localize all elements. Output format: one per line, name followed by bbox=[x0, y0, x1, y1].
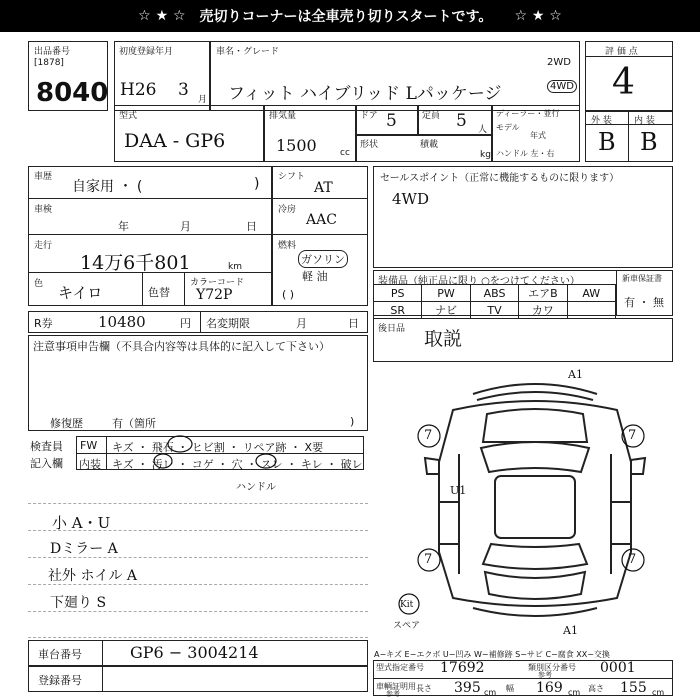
name-label: 車名・グレード bbox=[216, 47, 280, 57]
tyre-mark-rr: 7 bbox=[628, 552, 637, 567]
fuel-label: 燃料 bbox=[278, 241, 297, 251]
shaken-month-unit: 月 bbox=[180, 220, 191, 233]
equip-ps: PS bbox=[374, 285, 422, 302]
model-label: 型式 bbox=[119, 111, 138, 121]
equip-tv: TV bbox=[470, 302, 519, 319]
warranty-value: 有 ・ 無 bbox=[624, 296, 664, 309]
shaken-label: 車検 bbox=[34, 205, 53, 215]
reg-month: 3 bbox=[178, 80, 189, 100]
banner-stars-right: ☆ ★ ☆ bbox=[514, 8, 562, 24]
inspector-fw-label: FW bbox=[80, 439, 98, 452]
inspector-handle-note: ハンドル bbox=[236, 482, 276, 493]
disp-label: 排気量 bbox=[269, 111, 297, 121]
equip-abs: ABS bbox=[470, 285, 519, 302]
equip-aw: AW bbox=[567, 285, 615, 302]
docs-value: 取説 bbox=[424, 328, 463, 350]
drive-4wd: 4WD bbox=[547, 80, 577, 93]
equip-navi: ナビ bbox=[422, 302, 470, 319]
wid-unit: cm bbox=[568, 688, 581, 697]
len-label: 長さ bbox=[416, 684, 432, 693]
tyre-mark-fl: 7 bbox=[424, 428, 433, 443]
shift-label: シフト bbox=[278, 172, 306, 182]
model-value: DAA - GP6 bbox=[124, 130, 226, 152]
recycle-value: 10480 bbox=[98, 313, 146, 331]
inspector-int-text: キズ ・ 汚レ ・ コゲ ・ 穴 ・ スレ ・ キレ ・ 破レ bbox=[112, 458, 363, 471]
fuel-paren: ( ) bbox=[282, 288, 295, 301]
type-cert-value: 17692 bbox=[440, 660, 485, 676]
equip-sr: SR bbox=[374, 302, 422, 319]
cap-value: 5 bbox=[456, 111, 467, 131]
mileage-value: 14万6千801 bbox=[80, 252, 191, 274]
reg-year: H26 bbox=[120, 80, 157, 100]
damage-legend: A−キズ E−エクボ U−凹み W−補修跡 S−サビ C−腐食 XX−交換 bbox=[374, 650, 610, 659]
disp-value: 1500 bbox=[276, 136, 317, 155]
hgt-label: 高さ bbox=[588, 684, 604, 693]
disp-unit: cc bbox=[340, 148, 350, 158]
len-unit: cm bbox=[484, 688, 497, 697]
hgt-value: 155 bbox=[620, 680, 647, 696]
inspector-circles bbox=[150, 432, 300, 472]
chassis-value: GP6 − 3004214 bbox=[130, 643, 259, 662]
hgt-unit: cm bbox=[652, 688, 665, 697]
banner-text: 売切りコーナーは全車売り切りスタートです。 bbox=[199, 9, 493, 25]
spare-kit-label: Kit bbox=[400, 600, 414, 610]
tyre-mark-rl: 7 bbox=[424, 552, 433, 567]
class-value: 0001 bbox=[600, 660, 636, 676]
note-1: 小 A・U bbox=[52, 514, 111, 532]
fuel-gas: ガソリン bbox=[298, 250, 348, 268]
equip-leather: カワ bbox=[519, 302, 567, 319]
shift-value: AT bbox=[314, 180, 333, 196]
chassis-label: 車台番号 bbox=[38, 648, 82, 661]
warranty-label: 新車保証書 bbox=[622, 274, 662, 283]
vin-label: 車輌証明用 bbox=[376, 682, 416, 691]
shaken-year-unit: 年 bbox=[118, 220, 129, 233]
selling-value: 4WD bbox=[392, 190, 429, 208]
recycle-box bbox=[28, 311, 368, 333]
equip-airbag: エアB bbox=[519, 285, 567, 302]
selling-label: セールスポイント（正常に機能するものに限ります） bbox=[380, 173, 620, 184]
len-value: 395 bbox=[454, 680, 481, 696]
color-code-label: カラーコード bbox=[190, 278, 245, 288]
banner-stars-left: ☆ ★ ☆ bbox=[138, 8, 186, 24]
car-diagram bbox=[395, 362, 675, 637]
score-label: 評 価 点 bbox=[605, 47, 638, 57]
deadline-day: 日 bbox=[348, 317, 359, 330]
reg-month-unit: 月 bbox=[198, 95, 208, 105]
lot-number: 8040 bbox=[36, 78, 109, 108]
model-year-label: モデル bbox=[496, 123, 520, 132]
int-value: B bbox=[640, 128, 658, 156]
ref-label-2: 参考 bbox=[386, 690, 400, 698]
door-value: 5 bbox=[386, 111, 397, 131]
ac-value: AAC bbox=[306, 212, 337, 228]
spare-label: スペア bbox=[393, 621, 421, 631]
mileage-label: 走行 bbox=[34, 241, 53, 251]
equip-pw: PW bbox=[422, 285, 470, 302]
shape-label: 形状 bbox=[360, 140, 379, 150]
repair-value: 有（箇所 bbox=[112, 417, 156, 430]
color-label: 色 bbox=[34, 279, 44, 289]
equipment-grid bbox=[373, 284, 616, 319]
diagram-a1-top: A1 bbox=[568, 368, 583, 381]
tyre-mark-fr: 7 bbox=[628, 428, 637, 443]
type-cert-label: 型式指定番号 bbox=[376, 663, 424, 672]
repair-label: 修復歴 bbox=[50, 417, 83, 430]
int-label: 内 装 bbox=[634, 116, 655, 126]
notes-label: 注意事項申告欄（不具合内容等は具体的に記入して下さい） bbox=[33, 340, 330, 353]
ext-label: 外 装 bbox=[591, 116, 612, 126]
docs-label: 後日品 bbox=[378, 324, 406, 334]
note-3: 社外 ホイル A bbox=[48, 568, 138, 584]
docs-box bbox=[373, 318, 673, 362]
mileage-unit: km bbox=[228, 262, 242, 272]
inspector-fw-text: キズ ・ 飛石 ・ ヒビ割 ・ リペア跡 ・ X要 bbox=[112, 441, 324, 454]
lot-sub: [1878] bbox=[34, 58, 64, 68]
recycle-unit: 円 bbox=[180, 317, 191, 330]
top-banner bbox=[0, 0, 700, 32]
color-code-value: Y72P bbox=[196, 287, 233, 303]
deadline-label: 名変期限 bbox=[206, 317, 250, 330]
wid-value: 169 bbox=[536, 680, 563, 696]
deadline-month: 月 bbox=[296, 317, 307, 330]
inspector-label-2: 記入欄 bbox=[30, 457, 63, 470]
fuel-oil: 軽 油 bbox=[302, 270, 328, 283]
dealer-label: ディーラー・並行 bbox=[496, 109, 560, 118]
equipment-label: 装備品（純正品に限り ○をつけてください） bbox=[378, 276, 580, 287]
load-unit: kg bbox=[480, 150, 491, 160]
diagram-a1-bottom: A1 bbox=[563, 624, 578, 637]
lot-label: 出品番号 bbox=[34, 47, 71, 57]
cap-label: 定員 bbox=[422, 111, 441, 121]
ref-label-1: 参考 bbox=[538, 671, 552, 679]
cap-unit: 人 bbox=[478, 125, 488, 135]
name-value: フィット ハイブリッド Lパッケージ bbox=[228, 84, 502, 104]
door-label: ドア bbox=[360, 111, 378, 121]
wid-label: 幅 bbox=[506, 684, 514, 693]
year-label: 年式 bbox=[530, 131, 546, 140]
recycle-label: R券 bbox=[34, 317, 53, 330]
reg-label: 初度登録年月 bbox=[119, 47, 174, 57]
diagram-u1: U1 bbox=[450, 484, 467, 497]
inspector-label-1: 検査員 bbox=[30, 440, 63, 453]
score-value: 4 bbox=[612, 62, 635, 103]
color-change-label: 色替 bbox=[148, 286, 170, 299]
ac-label: 冷房 bbox=[278, 205, 297, 215]
color-value: キイロ bbox=[58, 284, 103, 302]
repair-close: ) bbox=[350, 415, 355, 428]
note-2: Dミラー A bbox=[50, 541, 118, 557]
handle-label: ハンドル 左・右 bbox=[496, 149, 555, 158]
shaken-day-unit: 日 bbox=[246, 220, 257, 233]
drive-2wd: 2WD bbox=[547, 57, 571, 68]
hist-close: ) bbox=[254, 176, 260, 192]
hist-label: 車歴 bbox=[34, 172, 53, 182]
class-label: 類別区分番号 bbox=[528, 663, 576, 672]
note-4: 下廻り S bbox=[50, 595, 107, 611]
ext-value: B bbox=[598, 128, 616, 156]
load-label: 積載 bbox=[420, 140, 439, 150]
inspector-int-label: 内装 bbox=[79, 458, 101, 471]
hist-value: 自家用 ・ ( bbox=[72, 179, 143, 195]
plate-label: 登録番号 bbox=[38, 674, 82, 687]
